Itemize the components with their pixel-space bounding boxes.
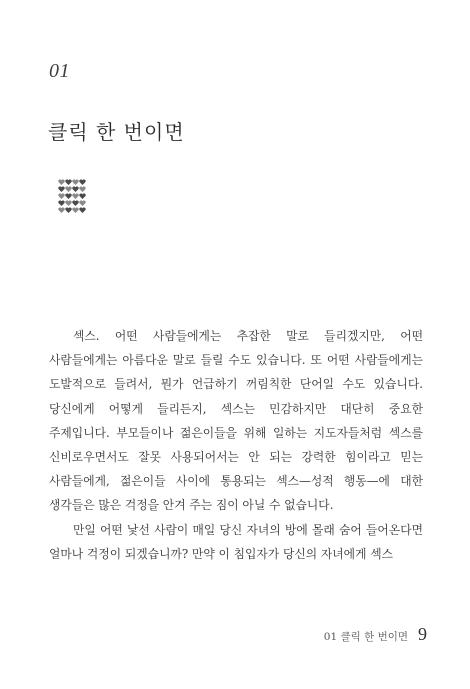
chapter-title: 클릭 한 번이면 (48, 120, 185, 144)
heart-pattern-ornament-icon (58, 179, 86, 213)
page-footer (324, 624, 427, 645)
chapter-number: 01 (49, 60, 70, 82)
body-text (49, 324, 423, 566)
paragraph: 섹스. 어떤 사람들에게는 추잡한 말로 들리겠지만, 어떤 사람들에게는 아름다운 말로 들릴 수도 있습니다. 또 어떤 사람들에게는 도발적으로 들려서, 뭔가 언급하기 꺼림칙한 단어일 수도 있습니다. 당신에게 어떻게 들리든지, 섹스는 민감하지만 대단히 중요한 주제입니다. 부모들이나 젊은이들을 위해 일하는 지도자들처럼 섹스를 신비로우면서도 잘못 사용되어서는 안 되는 강력한 힘이라고 믿는 사람들에게, 젊은이들 사이에 통용되는 섹스—성적 행동—에 대한 생각들은 많은 걱정을 안겨 주는 짐이 아닐 수 없습니다. (49, 329, 423, 513)
paragraph: 만일 어떤 낯선 사람이 매일 당신 자녀의 방에 몰래 숨어 들어온다면 얼마나 걱정이 되겠습니까? 만약 이 침입자가 당신의 자녀에게 섹스 (49, 522, 423, 561)
page-number: 9 (418, 624, 427, 644)
running-head: 01 클릭 한 번이면 (323, 631, 408, 643)
